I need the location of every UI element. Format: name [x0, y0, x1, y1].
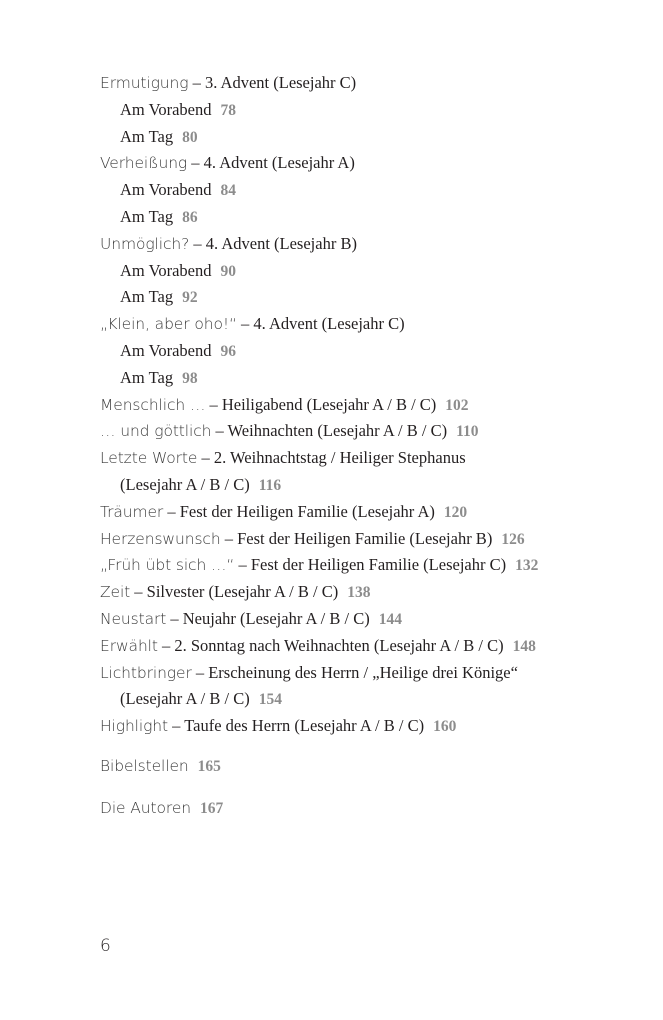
- toc-entry: [100, 552, 640, 579]
- toc-entry-title: Zeit: [100, 583, 131, 602]
- toc-subentry: [100, 177, 640, 204]
- toc-page-number: 86: [182, 208, 198, 226]
- toc-entry-description: – Fest der Heiligen Familie (Lesejahr B): [220, 528, 493, 548]
- toc-entry-description: – Erscheinung des Herrn / „Heilige drei Könige“: [191, 662, 518, 682]
- toc-entry-title: Neustart: [100, 609, 167, 628]
- toc-entry: [100, 445, 640, 472]
- toc-entry: [100, 311, 640, 338]
- toc-entry-description: Am Tag: [120, 367, 174, 387]
- toc-entry-title: Erwählt: [100, 636, 158, 655]
- toc-entry: [100, 526, 640, 553]
- toc-entry: [100, 392, 640, 419]
- toc-entry-description: – 4. Advent (Lesejahr B): [189, 233, 357, 253]
- toc-entry-description: – Neujahr (Lesejahr A / B / C): [166, 608, 370, 628]
- toc-page-number: 160: [433, 718, 457, 736]
- toc-entry: [100, 150, 640, 177]
- toc-entry-description: (Lesejahr A / B / C): [120, 474, 250, 494]
- toc-page-number: 165: [197, 757, 221, 775]
- toc-entry-title: Letzte Worte: [100, 449, 198, 468]
- toc-entry: [100, 633, 640, 660]
- toc-entry-title: Unmöglich?: [100, 234, 190, 253]
- toc-page-number: 90: [220, 262, 237, 280]
- toc-entry-description: – Silvester (Lesejahr A / B / C): [130, 582, 339, 602]
- toc-entry-description: Am Tag: [120, 206, 174, 226]
- toc-page-number: 132: [515, 557, 539, 575]
- toc-page-number: 120: [443, 503, 468, 521]
- toc-entry-description: – Heiligabend (Lesejahr A / B / C): [205, 394, 437, 414]
- toc-entry-description: Am Tag: [120, 287, 174, 307]
- toc-entry-title: Die Autoren: [100, 798, 191, 817]
- toc-entry-title: Herzenswunsch: [100, 529, 221, 548]
- toc-entry-description: – Taufe des Herrn (Lesejahr A / B / C): [168, 716, 425, 736]
- toc-page-number: 167: [199, 799, 224, 817]
- toc-page-number: 154: [258, 691, 282, 709]
- toc-entry: [100, 660, 640, 687]
- toc-entry-description: Am Vorabend: [120, 99, 212, 119]
- toc-entry-description: – 4. Advent (Lesejahr C): [236, 314, 405, 334]
- toc-entry: [100, 713, 640, 740]
- toc-entry-description: Am Tag: [120, 126, 174, 146]
- toc-entry-title: … und göttlich: [100, 422, 212, 441]
- toc-entry-title: „Klein, aber oho!“: [100, 315, 237, 334]
- toc-page-number: 92: [182, 289, 198, 307]
- toc-page-number: 80: [182, 128, 198, 146]
- toc-page-number: 116: [258, 476, 282, 494]
- toc-subentry: [100, 365, 640, 392]
- toc-entry-description: – 4. Advent (Lesejahr A): [187, 153, 355, 173]
- toc-entry-description: Am Vorabend: [120, 340, 212, 360]
- table-of-contents: [100, 70, 640, 822]
- toc-entry-title: Verheißung: [100, 154, 188, 173]
- toc-page-number: 96: [220, 342, 237, 360]
- toc-entry: [100, 499, 640, 526]
- toc-entry-description: – Fest der Heiligen Familie (Lesejahr C): [234, 555, 507, 575]
- toc-entry: [100, 606, 640, 633]
- toc-page-number: 78: [220, 101, 237, 119]
- toc-subentry: [100, 258, 640, 285]
- toc-page-number: 98: [182, 369, 198, 387]
- toc-entries: [100, 70, 640, 740]
- toc-entry-continuation: [100, 686, 640, 713]
- toc-entry-title: Bibelstellen: [100, 756, 189, 775]
- toc-page-number: 126: [501, 530, 525, 548]
- toc-subentry: [100, 338, 640, 365]
- toc-entry-title: Highlight: [100, 717, 169, 736]
- toc-subentry: [100, 124, 640, 151]
- section-gap: [100, 740, 640, 754]
- toc-page-number: 102: [445, 396, 469, 414]
- section-gap: [100, 780, 640, 796]
- toc-entry: [100, 418, 640, 445]
- toc-entry-bibelstellen: [100, 754, 640, 780]
- toc-page-number: 84: [220, 182, 237, 200]
- toc-entry-title: Lichtbringer: [100, 663, 192, 682]
- toc-entry-description: – Weihnachten (Lesejahr A / B / C): [211, 421, 448, 441]
- toc-entry: [100, 231, 640, 258]
- toc-subentry: [100, 284, 640, 311]
- toc-subentry: [100, 204, 640, 231]
- toc-entry-die-autoren: [100, 796, 640, 822]
- toc-entry-description: – Fest der Heiligen Familie (Lesejahr A): [163, 501, 435, 521]
- toc-page-number: 148: [512, 637, 536, 655]
- toc-entry-description: Am Vorabend: [120, 180, 212, 200]
- toc-entry-description: – 3. Advent (Lesejahr C): [188, 73, 357, 92]
- page-number: 6: [100, 936, 111, 956]
- toc-page-number: 138: [347, 584, 371, 602]
- toc-entry-title: Träumer: [100, 502, 164, 521]
- toc-entry-continuation: [100, 472, 640, 499]
- toc-entry-title: Menschlich …: [100, 395, 206, 414]
- toc-entry-description: Am Vorabend: [120, 260, 212, 280]
- toc-entry: [100, 70, 640, 97]
- toc-entry-description: (Lesejahr A / B / C): [120, 689, 250, 709]
- toc-entry-title: „Früh übt sich …“: [100, 556, 235, 575]
- toc-page-number: 110: [456, 423, 479, 441]
- toc-page-number: 144: [378, 610, 402, 628]
- toc-subentry: [100, 97, 640, 124]
- toc-entry-title: Ermutigung: [100, 74, 189, 92]
- toc-entry-description: – 2. Sonntag nach Weihnachten (Lesejahr A / B / C): [157, 635, 504, 655]
- toc-entry: [100, 579, 640, 606]
- toc-entry-description: – 2. Weihnachtstag / Heiliger Stephanus: [197, 448, 466, 468]
